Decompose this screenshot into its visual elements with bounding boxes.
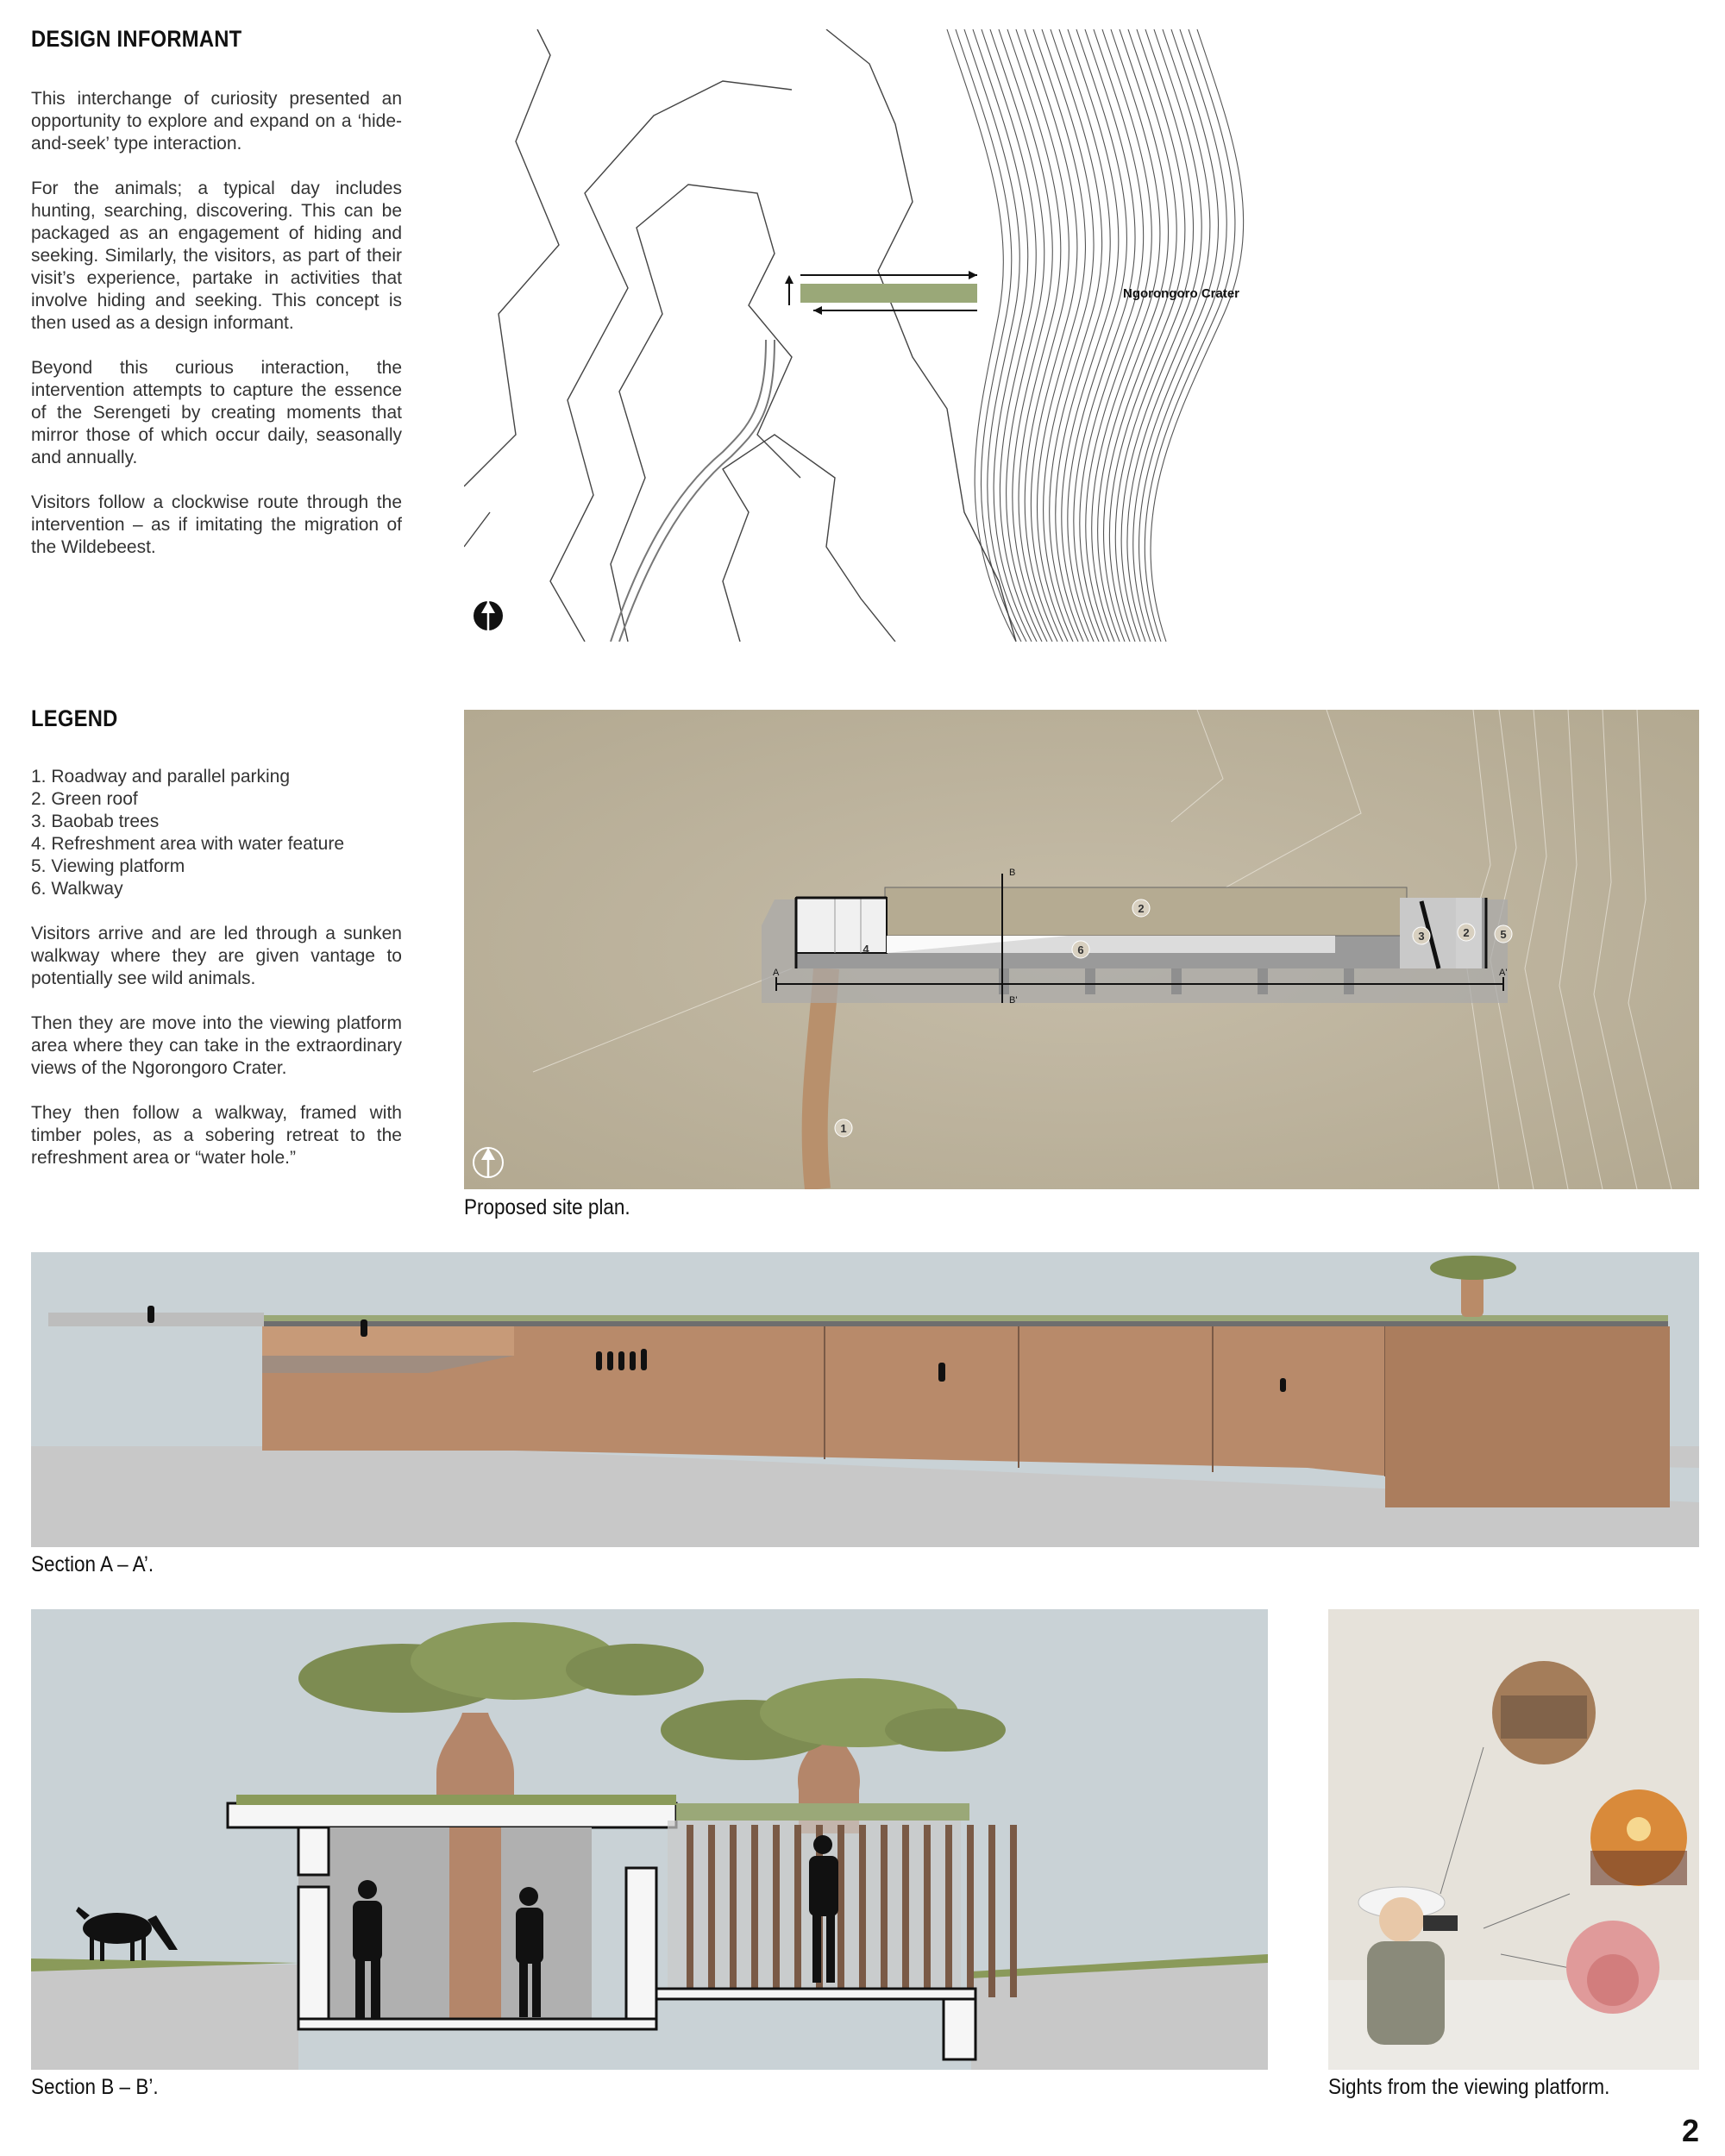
design-paragraph-1: This interchange of curiosity presented an opportunity to explore and expand on a ‘hide-and-seek’ type interaction. (31, 89, 402, 154)
zebra-photo-icon (1492, 1661, 1596, 1764)
legend-paragraph-3: They then follow a walkway, framed with timber poles, as a sobering retreat to the refreshment area or “water hole.” (31, 1103, 402, 1168)
marker-2b: 2 (1463, 926, 1470, 939)
marker-6: 6 (1077, 943, 1084, 956)
contour-line (1151, 29, 1244, 642)
contour-map-drawing (464, 29, 1268, 642)
design-informant-text (31, 88, 402, 581)
legend-item: 6. Walkway (31, 879, 123, 899)
site-plan (464, 710, 1699, 1189)
site-plan-drawing (464, 710, 1699, 1189)
legend-list (31, 766, 402, 900)
marker-2: 2 (1138, 902, 1145, 915)
design-paragraph-2: For the animals; a typical day includes hunting, searching, discovering. This can be packaged as an engagement of hiding and seeking. Similarly, the visitors, as part of their visit’s experience, partake in activities that involve hiding and seeking. This concept is then used as a design informant. (31, 179, 402, 333)
design-paragraph-4: Visitors follow a clockwise route through the intervention – as if imitating the migration of the Wildebeest. (31, 492, 402, 557)
site-plan-caption: Proposed site plan. (464, 1195, 630, 1219)
crater-label: Ngorongoro Crater (1123, 286, 1239, 301)
design-paragraph-3: Beyond this curious interaction, the intervention attempts to capture the essence of the Serengeti by creating moments that mirror those of which occur daily, seasonally and annually. (31, 358, 402, 467)
sunset-photo-icon (1590, 1789, 1687, 1886)
marker-5: 5 (1500, 928, 1507, 941)
design-informant-heading: DESIGN INFORMANT (31, 26, 242, 52)
section-a (31, 1252, 1699, 1547)
section-a-caption: Section A – A’. (31, 1552, 154, 1576)
section-a-prime-mark: A' (1499, 968, 1508, 978)
sights-caption: Sights from the viewing platform. (1328, 2075, 1610, 2099)
section-b-mark: B (1009, 868, 1016, 878)
contour-line (1016, 29, 1069, 642)
legend-item: 1. Roadway and parallel parking (31, 767, 291, 787)
section-b-prime-mark: B' (1009, 995, 1018, 1006)
contour-map (464, 29, 1268, 642)
marker-1: 1 (840, 1122, 847, 1135)
contour-line (1139, 29, 1227, 642)
north-arrow-icon (474, 601, 503, 630)
legend-item: 5. Viewing platform (31, 856, 185, 876)
legend-item: 2. Green roof (31, 789, 138, 809)
page-number: 2 (1682, 2113, 1700, 2148)
section-b (31, 1609, 1268, 2070)
section-a-mark: A (773, 968, 780, 978)
section-b-caption: Section B – B’. (31, 2075, 159, 2099)
contour-line (1068, 29, 1127, 642)
contour-line (999, 29, 1052, 642)
legend-paragraph-1: Visitors arrive and are led through a sunken walkway where they are given vantage to potentially see wild animals. (31, 924, 402, 988)
legend-paragraph-2: Then they are move into the viewing platform area where they can take in the extraordinary views of the Ngorongoro Crater. (31, 1013, 402, 1078)
contour-line (1109, 29, 1184, 642)
legend-heading: LEGEND (31, 705, 118, 731)
contour-line (1104, 29, 1177, 642)
legend-item: 4. Refreshment area with water feature (31, 834, 345, 854)
section-b-drawing (31, 1609, 1268, 2070)
contour-line (1086, 29, 1152, 642)
sights-drawing (1328, 1609, 1699, 2070)
flamingo-photo-icon (1566, 1921, 1659, 2014)
section-a-drawing (31, 1252, 1699, 1547)
legend-item: 3. Baobab trees (31, 812, 160, 831)
legend-block (31, 766, 402, 1192)
marker-4: 4 (862, 943, 869, 956)
sights-panel (1328, 1609, 1699, 2070)
marker-3: 3 (1418, 930, 1425, 943)
